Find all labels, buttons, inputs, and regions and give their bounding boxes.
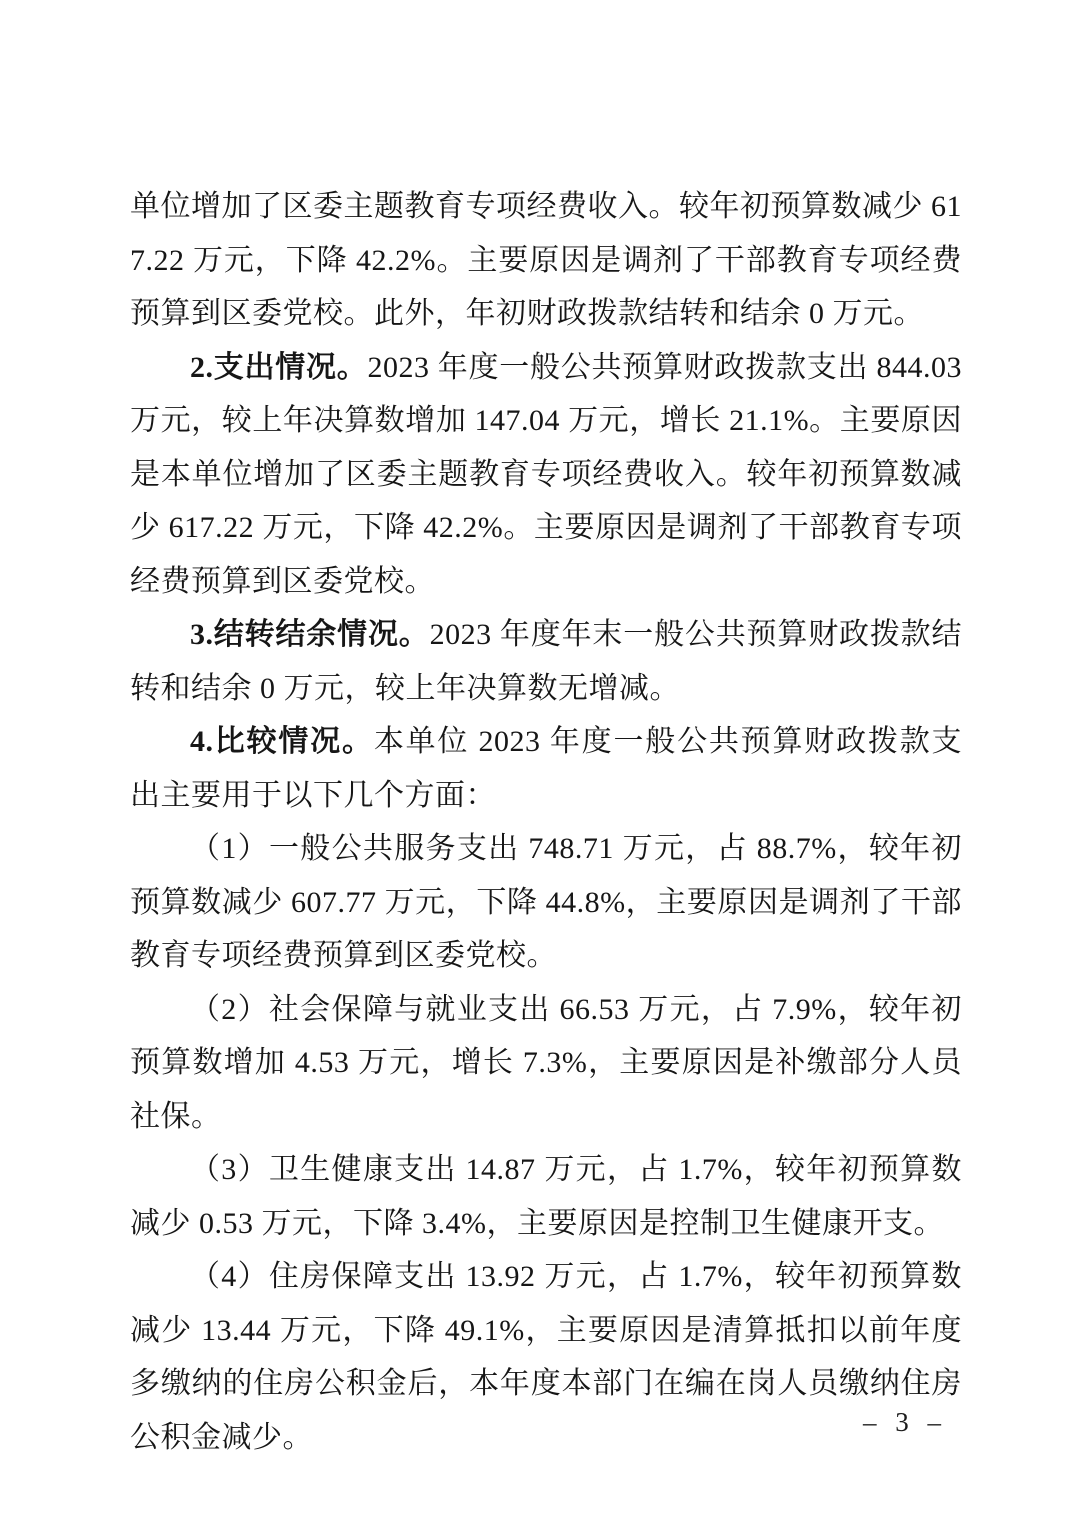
paragraph [130, 341, 962, 609]
paragraph [130, 180, 962, 341]
paragraph-text: （3）卫生健康支出 14.87 万元，占 1.7%，较年初预算数减少 0.53 万元，下降 3.4%，主要原因是控制卫生健康开支。 [130, 1153, 962, 1240]
paragraph-heading: 2.支出情况。 [190, 350, 368, 384]
paragraph-text: （4）住房保障支出 13.92 万元，占 1.7%，较年初预算数减少 13.44 万元，下降 49.1%，主要原因是清算抵扣以前年度多缴纳的住房公积金后，本年度本部门在编在岗人员缴纳住房公积金减少。 [130, 1260, 962, 1454]
paragraph-text: 2023 年度一般公共预算财政拨款支出 844.03 万元，较上年决算数增加 147.04 万元，增长 21.1%。主要原因是本单位增加了区委主题教育专项经费收入。较年初预算数减少 617.22 万元，下降 42.2%。主要原因是调剂了干部教育专项经费预算到区委党校。 [130, 350, 962, 598]
paragraph-text: 2023 年度年末一般公共预算财政拨款结转和结余 0 万元，较上年决算数无增减。 [130, 618, 963, 705]
paragraph [130, 608, 962, 715]
paragraph [130, 983, 962, 1144]
paragraph [130, 715, 962, 822]
paragraph [130, 822, 962, 983]
page-number: – 3 – [863, 1407, 947, 1437]
paragraph [130, 1250, 962, 1464]
document-body [130, 180, 962, 1464]
paragraph-text: （1）一般公共服务支出 748.71 万元，占 88.7%，较年初预算数减少 607.77 万元，下降 44.8%，主要原因是调剂了干部教育专项经费预算到区委党校。 [130, 832, 962, 972]
paragraph-text: 本单位 2023 年度一般公共预算财政拨款支出主要用于以下几个方面： [130, 725, 963, 812]
paragraph-text: （2）社会保障与就业支出 66.53 万元，占 7.9%，较年初预算数增加 4.53 万元，增长 7.3%，主要原因是补缴部分人员社保。 [130, 992, 962, 1133]
paragraph-heading: 3.结转结余情况。 [190, 618, 430, 651]
paragraph-heading: 4.比较情况。 [190, 725, 374, 758]
paragraph [130, 1143, 962, 1250]
paragraph-text: 单位增加了区委主题教育专项经费收入。较年初预算数减少 617.22 万元，下降 42.2%。主要原因是调剂了干部教育专项经费预算到区委党校。此外，年初财政拨款结转和结余 0 万元。 [130, 190, 962, 330]
